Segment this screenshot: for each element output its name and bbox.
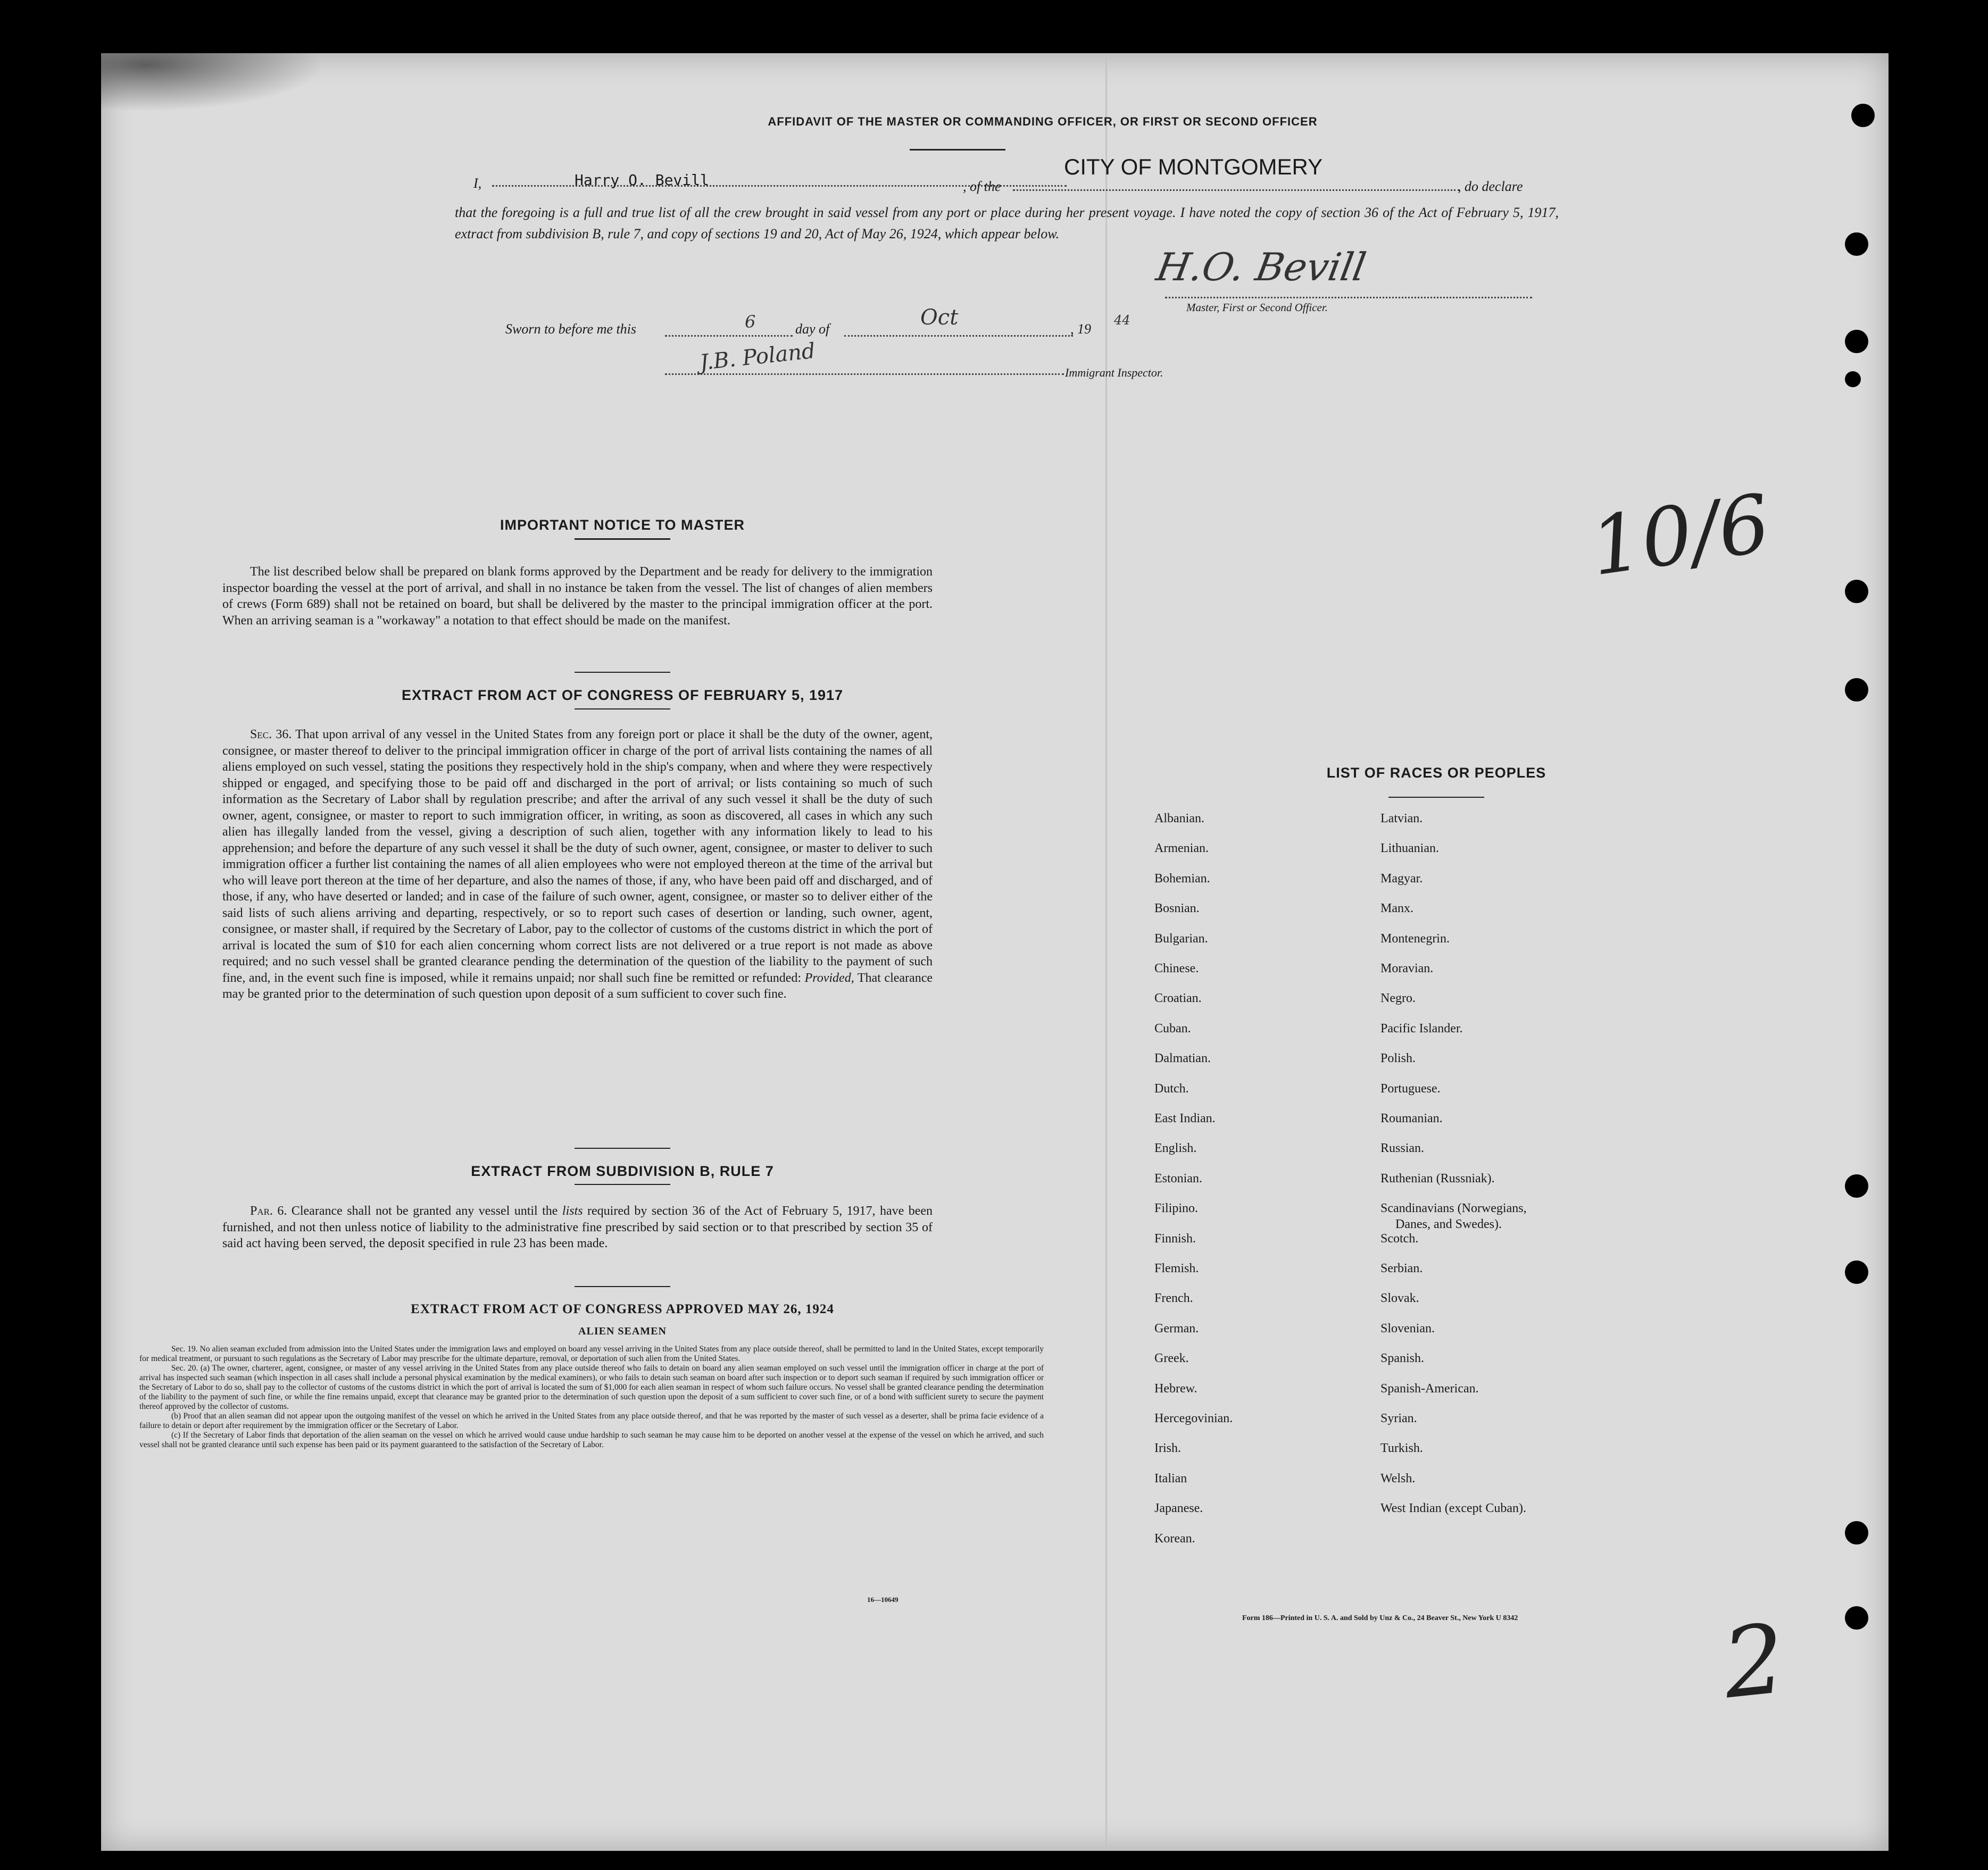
race-item: Italian [1154,1471,1187,1485]
punch-hole [1845,678,1868,702]
sec-20a-text: Sec. 20. (a) The owner, charterer, agent, consignee, or master of any vessel arriving in the United States from any place outside thereof who fails to detain on board any alien seaman employed on such vessel until the immigration officer in charge at the port of arrival has inspected such seaman (which inspection in all cases shall include a personal physical examination by the medical examiners), or who fails to detain such seaman on board after such inspection or to deport such seaman if required by such immigration officer or the Secretary of Labor to do so, shall pay to the collector of customs of the customs district in which the port of arrival is located the sum of $1,000 for each alien seaman in respect of whom such failure occurs. No vessel shall be granted clearance pending the determination of the liability to the payment of such fine, or while the fine remains unpaid, except that clearance may be granted prior to the determination of such question upon the deposit of a sum sufficient to cover such fine, or of a bond with sufficient surety to secure the payment thereof approved by the collector of customs. [139,1364,1044,1411]
race-item: Spanish-American. [1380,1381,1479,1396]
race-item: Lithuanian. [1380,841,1439,856]
race-item: Slovenian. [1380,1321,1435,1335]
race-item: Spanish. [1380,1351,1425,1366]
race-item: Cuban. [1154,1021,1191,1036]
race-item: Danes, and Swedes). [1395,1217,1502,1232]
race-item: Negro. [1380,991,1416,1006]
rule7-rule [575,1184,670,1185]
race-item: Dalmatian. [1154,1051,1211,1066]
race-item: Welsh. [1380,1471,1416,1485]
master-signature: H.O. Bevill [1153,245,1369,289]
race-item: Irish. [1154,1441,1181,1456]
race-item: German. [1154,1321,1199,1335]
provided-word: Provided, [804,971,854,985]
do-declare-label: , do declare [1458,179,1523,194]
race-item: Dutch. [1154,1081,1189,1096]
of-the-label: , of the [963,179,1001,194]
race-item: Bulgarian. [1154,931,1208,946]
extract-1917-end-rule [575,1148,670,1149]
race-item: Latvian. [1380,812,1423,825]
signature-line [1165,297,1532,298]
race-item: Manx. [1380,901,1413,916]
master-name: Harry O. Bevill [575,171,709,189]
race-item: Scandinavians (Norwegians, [1380,1201,1527,1216]
rule7-end-rule [575,1286,670,1287]
race-item: Chinese. [1154,962,1199,975]
affidavit-rule [910,149,1005,151]
race-item: Hebrew. [1154,1381,1197,1396]
sworn-month-line [844,335,1073,337]
vessel-name: CITY OF MONTGOMERY [1064,154,1323,179]
affidavit-title: AFFIDAVIT OF THE MASTER OR COMMANDING OFFICER, OR FIRST OR SECOND OFFICER [768,115,1318,128]
sworn-day-line [665,335,793,337]
punch-hole [1845,1260,1868,1284]
race-item: Scotch. [1380,1231,1419,1246]
par-6-label: Par. 6. [250,1204,287,1218]
race-item: Filipino. [1154,1201,1199,1216]
extract-1917-title: EXTRACT FROM ACT OF CONGRESS OF FEBRUARY 5, 1917 [401,687,844,703]
sworn-month: Oct [920,305,959,330]
sec-20b-text: (b) Proof that an alien seaman did not appear upon the outgoing manifest of the vessel on which he arrived in the United States from any place outside thereof, and that he was reported by the master of such vessel as a deserter, shall be prima facie evidence of a failure to detain or deport after requirement by the immigration officer or the Secretary of Labor. [139,1412,1044,1430]
lists-word: lists [562,1204,583,1218]
race-item: West Indian (except Cuban). [1380,1501,1526,1516]
race-item: Russian. [1380,1141,1425,1156]
inspector-line [665,373,1064,375]
punch-hole [1845,330,1868,353]
sec-19-text: Sec. 19. No alien seaman excluded from admission into the United States under the immigration laws and employed on board any vessel arriving in the United States from any place outside thereof, shall be permitted to land in the United States, except temporarily for medical treatment, or pursuant to such regulations as the Secretary of Labor may prescribe for the ultimate departure, removal, or deportation of such alien from the United States. [139,1345,1044,1363]
inspector-caption: Immigrant Inspector. [1065,366,1163,379]
race-item: Armenian. [1154,841,1209,856]
sec-36-label: Sec. 36. [250,728,292,741]
extract-1917-body [222,727,933,1003]
sec-36-text-end: That clearance may be granted prior to the determination of such question upon deposit of a sum sufficient to cover such fine. [222,971,933,1001]
year-prefix: , 19 [1070,321,1091,337]
affidavit-i-label: I, [473,176,482,191]
rule7-title: EXTRACT FROM SUBDIVISION B, RULE 7 [471,1163,774,1179]
race-item: Magyar. [1380,871,1423,886]
races-rule [1388,797,1484,798]
sworn-year: 44 [1114,313,1130,328]
race-item: Finnish. [1154,1231,1196,1246]
races-footer: Form 186—Printed in U. S. A. and Sold by Unz & Co., 24 Beaver St., New York U 8342 [1242,1614,1518,1622]
form-code: 16—10649 [867,1596,899,1604]
punch-hole [1845,1521,1868,1545]
extract-1917-rule [575,708,670,709]
race-item: Turkish. [1380,1441,1423,1456]
extract-1924-title: EXTRACT FROM ACT OF CONGRESS APPROVED MAY 26, 1924 [411,1302,834,1316]
sec-20c-text: (c) If the Secretary of Labor finds that deportation of the alien seaman on the vessel on which he arrived would cause undue hardship to such seaman he may cause him to be deported on another vessel at the expense of the vessel on which he arrived, and such vessel shall not be granted clearance until such expense has been paid or its payment guaranteed to the satisfaction of the Secretary of Labor. [139,1431,1044,1449]
rule7-text-a: Clearance shall not be granted any vessel until the [291,1204,558,1218]
extract-1924-subtitle: ALIEN SEAMEN [578,1325,667,1337]
notice-title: IMPORTANT NOTICE TO MASTER [500,517,745,533]
race-item: English. [1154,1141,1197,1156]
race-item: Bohemian. [1154,871,1210,886]
sworn-prefix: Sworn to before me this [505,321,637,337]
handwritten-page-mark: 10/6 [1585,477,1776,594]
race-item: Portuguese. [1380,1081,1441,1096]
race-item: Moravian. [1380,962,1434,975]
punch-hole [1845,1174,1868,1198]
page-fold [1105,53,1107,1851]
vessel-name-line [1013,189,1460,191]
punch-hole [1845,232,1868,256]
race-item: Slovak. [1380,1291,1419,1306]
punch-hole [1851,104,1875,127]
race-item: Albanian. [1154,812,1204,825]
race-item: Hercegovinian. [1154,1412,1233,1425]
race-item: Syrian. [1380,1412,1417,1425]
document-sheet [101,53,1889,1851]
scan-smudge [101,53,325,112]
race-item: Pacific Islander. [1380,1021,1463,1036]
day-of-label: day of [795,321,830,337]
notice-rule [575,538,670,540]
punch-hole [1845,580,1868,603]
races-title: LIST OF RACES OR PEOPLES [1326,765,1546,781]
race-item: French. [1154,1291,1193,1306]
punch-hole [1845,371,1861,387]
notice-body: The list described below shall be prepared on blank forms approved by the Department and be ready for delivery to the immigration inspector boarding the vessel at the port of arrival, and shall in no instance be taken from the vessel. The list of changes of alien members of crews (Form 689) shall not be retained on board, but shall be delivered by the master to the principal immigration officer at the port. When an arriving seaman is a "workaway" a notation to that effect should be made on the manifest. [222,565,933,628]
extract-1924-body [139,1345,1044,1450]
sec-36-text: That upon arrival of any vessel in the United States from any foreign port or place it shall be the duty of the owner, agent, consignee, or master thereof to deliver to the principal immigration officer in charge of the port of arrival lists containing the names of all aliens employed on such vessel, stating the positions they respectively hold in the ship's company, when and where they were respectively shipped or engaged, and specifying those to be paid off and discharged in the port of arrival; or lists containing so much of such information as the Secretary of Labor shall by regulation prescribe; and after the arrival of any such vessel it shall be the duty of such owner, agent, consignee, or master to report to such immigration officer, in writing, as soon as discovered, all cases in which any such alien has illegally landed from the vessel, giving a description of such alien, together with any information likely to lead to his apprehension; and before the departure of any such vessel it shall be the duty of such owner, agent, consignee, or master to deliver to such immigration officer a further list containing the names of all alien employees who were not employed thereon at the time of the arrival but who will leave port thereon at the time of her departure, and also the names of those, if any, who have been paid off and discharged, and of those, if any, who have deserted or landed; and in case of the failure of such owner, agent, consignee, or master so to deliver either of the said lists of such aliens arriving and departing, respectively, or so to report such cases of desertion or landing, such owner, agent, consignee, or master shall, if required by the Secretary of Labor, pay to the collector of customs of the customs district in which the port of arrival is located the sum of $10 for each alien concerning whom correct lists are not delivered or a true report is not made as above required; and no such vessel shall be granted clearance pending the determination of the question of the liability to the payment of such fine, and, in the event such fine is imposed, while it remains unpaid; nor shall such fine be remitted or refunded: [222,728,933,985]
race-item: Japanese. [1154,1501,1203,1516]
race-item: Croatian. [1154,991,1202,1006]
sworn-day: 6 [745,312,756,332]
rule7-text-b: required by section 36 of the Act of February 5, 1917, have been furnished, and not then unless notice of liability to the administrative fine prescribed by said section or to that prescribed by section 35 of said act having been served, the deposit specified in rule 23 has been made. [222,1204,933,1250]
notice-end-rule [575,672,670,673]
race-item: Flemish. [1154,1262,1199,1275]
race-item: Greek. [1154,1351,1189,1366]
race-item: Serbian. [1380,1262,1423,1275]
handwritten-corner-mark: 2 [1718,1603,1791,1721]
race-item: Korean. [1154,1531,1195,1546]
affidavit-body: that the foregoing is a full and true list of all the crew brought in said vessel from any port or place during her present voyage. I have noted the copy of section 36 of the Act of February 5, 1917, extract from subdivision B, rule 7, and copy of sections 19 and 20, Act of May 26, 1924, which appear below. [455,205,1559,241]
race-item: East Indian. [1154,1112,1216,1125]
signature-caption: Master, First or Second Officer. [1186,301,1328,314]
punch-hole [1845,1606,1868,1630]
race-item: Polish. [1380,1051,1416,1066]
race-item: Montenegrin. [1380,931,1450,946]
inspector-signature: J.B. Poland [698,338,817,375]
race-item: Roumanian. [1380,1112,1443,1125]
rule7-body [222,1203,933,1252]
race-item: Bosnian. [1154,901,1200,916]
race-item: Estonian. [1154,1171,1202,1186]
race-item: Ruthenian (Russniak). [1380,1171,1495,1186]
